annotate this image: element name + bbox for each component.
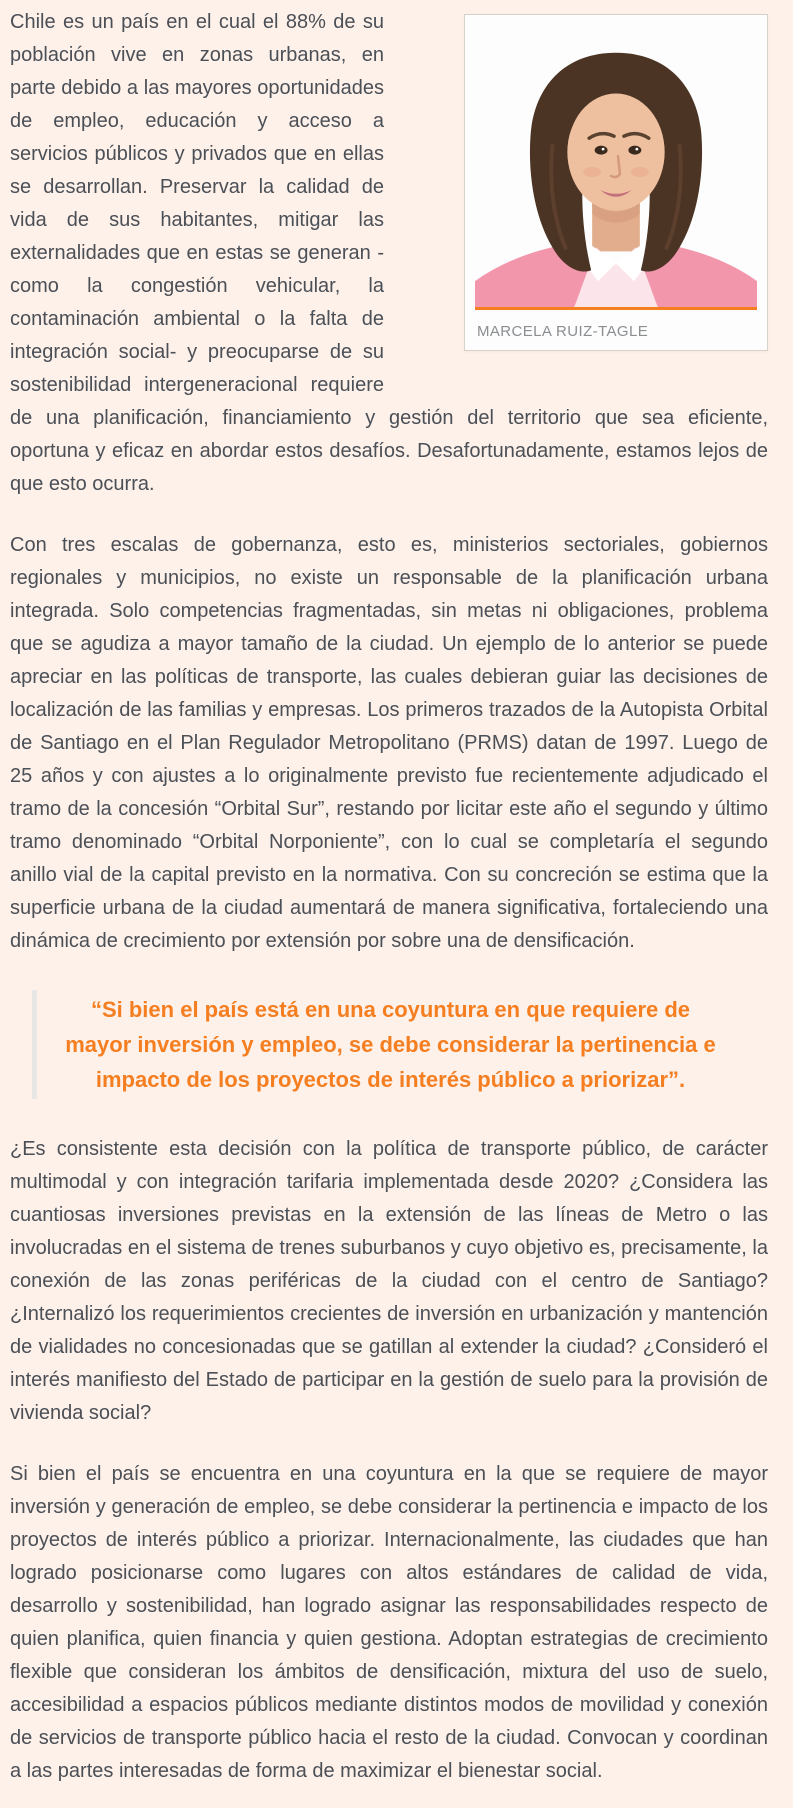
author-photo-card (464, 14, 768, 351)
author-name-caption: MARCELA RUIZ-TAGLE (477, 323, 649, 340)
pull-quote: “Si bien el país está en una coyuntura en que requiere de mayor inversión y empleo, se debe considerar la pertinencia e impacto de los proyectos de interés público a priorizar”. (32, 990, 744, 1099)
paragraph: ¿Es consistente esta decisión con la política de transporte público, de carácter multimodal y con integración tarifaria implementada desde 2020? ¿Considera las cuantiosas inversiones previstas en la extensión de las líneas de Metro o las involucradas en el sistema de trenes suburbanos y cuyo objetivo es, precisamente, la conexión de las zonas periféricas de la ciudad con el centro de Santiago? ¿Internalizó los requerimientos crecientes de inversión en urbanización y mantención de vialidades no concesionadas que se gatillan al extender la ciudad? ¿Consideró el interés manifiesto del Estado de participar en la gestión de suelo para la provisión de vivienda social? (10, 1138, 768, 1424)
photo-accent-bar (475, 307, 757, 310)
paragraph: Con tres escalas de gobernanza, esto es, ministerios sectoriales, gobiernos regionales y municipios, no existe un responsable de la planificación urbana integrada. Solo competencias fragmentadas, sin metas ni obligaciones, problema que se agudiza a mayor tamaño de la ciudad. Un ejemplo de lo anterior se puede apreciar en las políticas de transporte, las cuales debieran guiar las decisiones de localización de las familias y empresas. Los primeros trazados de la Autopista Orbital de Santiago en el Plan Regulador Metropolitano (PRMS) datan de 1997. Luego de 25 años y con ajustes a lo originalmente previsto fue recientemente adjudicado el tramo de la concesión “Orbital Sur”, restando por licitar este año el segundo y último tramo denominado “Orbital Norponiente”, con lo cual se completaría el segundo anillo vial de la capital previsto en la normativa. Con su concreción se estima que la superficie urbana de la ciudad aumentará de manera significativa, fortaleciendo una dinámica de crecimiento por extensión por sobre una de densificación. (10, 534, 768, 952)
paragraph: Si bien el país se encuentra en una coyuntura en la que se requiere de mayor inversión y generación de empleo, se debe considerar la pertinencia e impacto de los proyectos de interés público a priorizar. Internacionalmente, las ciudades que han logrado posicionarse como lugares con altos estándares de calidad de vida, desarrollo y sostenibilidad, han logrado asignar las responsabilidades respecto de quien planifica, quien financia y quien gestiona. Adoptan estrategias de crecimiento flexible que consideran los ámbitos de densificación, mixtura del uso de suelo, accesibilidad a espacios públicos mediante distintos modos de movilidad y conexión de servicios de transporte público hacia el resto de la ciudad. Convocan y coordinan a las partes interesadas de forma de maximizar el bienestar social. (10, 1463, 768, 1782)
paragraph: Chile es un país en el cual el 88% de su población vive en zonas urbanas, en parte debido a las mayores oportunidades de empleo, educación y acceso a servicios públicos y privados que en ellas se desarrollan. Preservar la calidad de vida de sus habitantes, mitigar las externalidades que en estas se generan -como la congestión vehicular, la contaminación ambiental o la falta de integración social- y preocuparse de su sostenibilidad intergeneracional requiere de una planificación, financiamiento y gestión del territorio que sea eficiente, oportuna y eficaz en abordar estos desafíos. Desafortunadamente, estamos lejos de que esto ocurra. (10, 11, 768, 495)
author-portrait-illustration (475, 25, 757, 307)
author-photo (475, 25, 757, 307)
